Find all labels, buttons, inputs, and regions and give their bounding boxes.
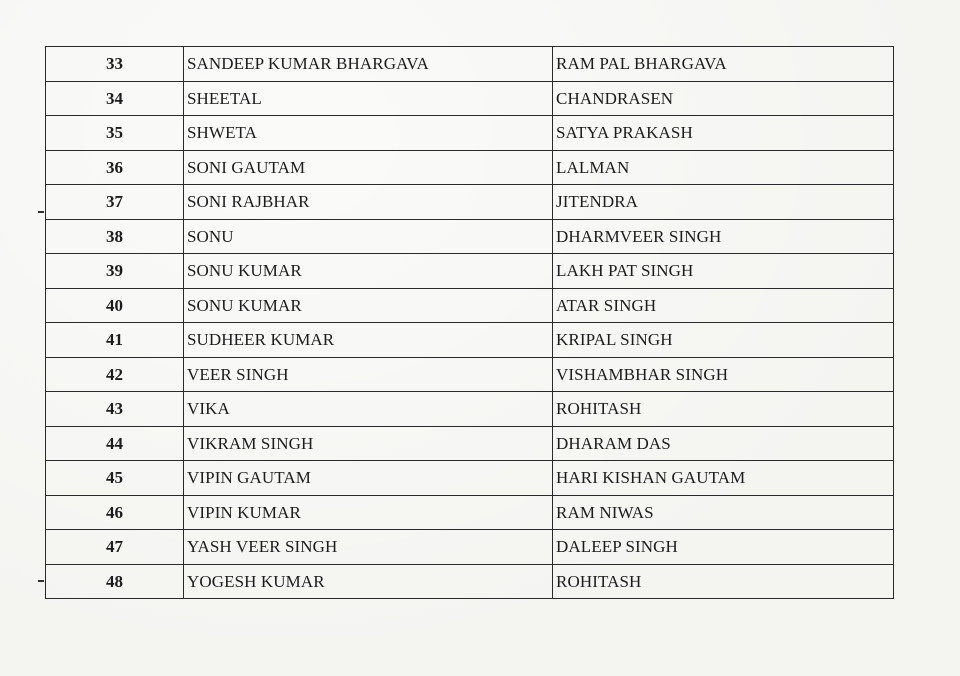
table-row [46,81,894,116]
table-row [46,392,894,427]
father-name-cell: VISHAMBHAR SINGH [553,357,894,392]
table-row [46,185,894,220]
table-row [46,47,894,82]
name-cell: YASH VEER SINGH [184,530,553,565]
father-name-cell: RAM NIWAS [553,495,894,530]
name-list-table [45,46,894,599]
serial-number-cell: 43 [46,392,184,427]
serial-number-cell: 45 [46,461,184,496]
serial-number-cell: 36 [46,150,184,185]
name-cell: SONI GAUTAM [184,150,553,185]
name-cell: SONU [184,219,553,254]
serial-number-cell: 39 [46,254,184,289]
serial-number-cell: 35 [46,116,184,151]
serial-number-cell: 38 [46,219,184,254]
father-name-cell: HARI KISHAN GAUTAM [553,461,894,496]
father-name-cell: LALMAN [553,150,894,185]
name-cell: VIPIN KUMAR [184,495,553,530]
name-cell: SONU KUMAR [184,288,553,323]
name-cell: YOGESH KUMAR [184,564,553,599]
serial-number-cell: 37 [46,185,184,220]
father-name-cell: KRIPAL SINGH [553,323,894,358]
serial-number-cell: 40 [46,288,184,323]
serial-number-cell: 48 [46,564,184,599]
table-row [46,323,894,358]
table-row [46,254,894,289]
father-name-cell: DHARAM DAS [553,426,894,461]
table-row [46,495,894,530]
table-row [46,288,894,323]
table-row [46,150,894,185]
table-row [46,116,894,151]
name-cell: SHEETAL [184,81,553,116]
name-cell: SONI RAJBHAR [184,185,553,220]
margin-mark [38,211,44,213]
name-cell: SUDHEER KUMAR [184,323,553,358]
father-name-cell: JITENDRA [553,185,894,220]
name-cell: SANDEEP KUMAR BHARGAVA [184,47,553,82]
name-cell: VIKRAM SINGH [184,426,553,461]
father-name-cell: SATYA PRAKASH [553,116,894,151]
table-row [46,564,894,599]
father-name-cell: RAM PAL BHARGAVA [553,47,894,82]
serial-number-cell: 42 [46,357,184,392]
father-name-cell: ROHITASH [553,564,894,599]
margin-mark [38,580,44,582]
name-cell: SONU KUMAR [184,254,553,289]
father-name-cell: ROHITASH [553,392,894,427]
serial-number-cell: 47 [46,530,184,565]
father-name-cell: DHARMVEER SINGH [553,219,894,254]
name-cell: SHWETA [184,116,553,151]
table-row [46,461,894,496]
table-row [46,357,894,392]
father-name-cell: DALEEP SINGH [553,530,894,565]
table-row [46,426,894,461]
serial-number-cell: 44 [46,426,184,461]
table-body [46,47,894,599]
serial-number-cell: 33 [46,47,184,82]
table-row [46,530,894,565]
name-cell: VEER SINGH [184,357,553,392]
serial-number-cell: 41 [46,323,184,358]
serial-number-cell: 46 [46,495,184,530]
father-name-cell: ATAR SINGH [553,288,894,323]
father-name-cell: LAKH PAT SINGH [553,254,894,289]
table-row [46,219,894,254]
name-cell: VIPIN GAUTAM [184,461,553,496]
serial-number-cell: 34 [46,81,184,116]
father-name-cell: CHANDRASEN [553,81,894,116]
name-cell: VIKA [184,392,553,427]
